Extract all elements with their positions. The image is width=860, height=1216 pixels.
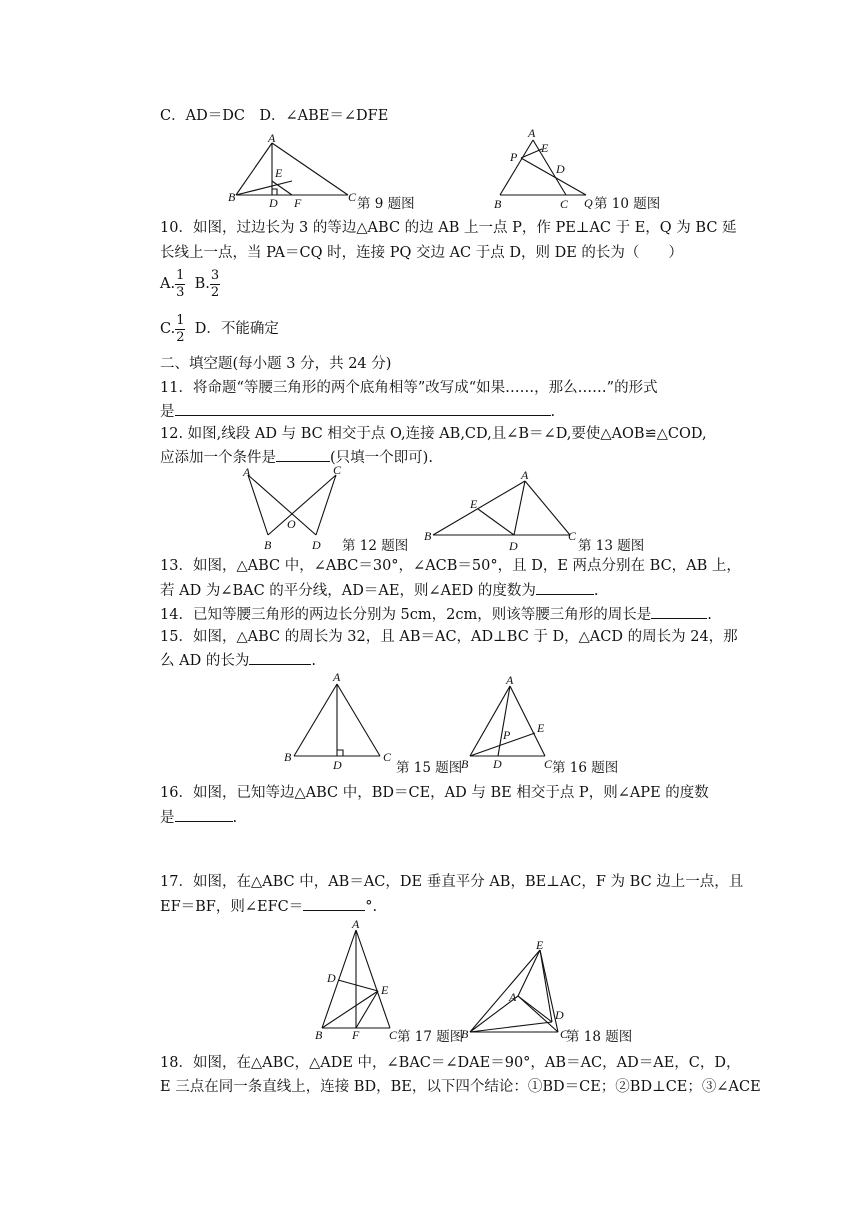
q13-line2 <box>160 580 730 601</box>
q13-line2-prefix: 若 AD 为∠BAC 的平分线，AD＝AE，则∠AED 的度数为 <box>160 583 536 599</box>
q16-answer-blank[interactable] <box>175 807 233 822</box>
q16-line1: 16．如图，已知等边△ABC 中，BD＝CE，AD 与 BE 相交于点 P，则∠APE 的度数 <box>160 785 709 801</box>
q17-line2-suffix: °. <box>365 899 378 915</box>
q17-answer-blank[interactable] <box>303 896 365 911</box>
figure-10 <box>490 128 600 210</box>
fig15-label-b: B <box>284 750 292 764</box>
q15-line2-prefix: 么 AD 的长为 <box>160 653 250 669</box>
caption-fig15: 第 15 题图 <box>396 760 463 776</box>
q13-line1: 13．如图，△ABC 中，∠ABC＝30°，∠ACB＝50°，且 D，E 两点分别在 BC，AB 上， <box>160 558 741 574</box>
q10-option-c-numerator: 1 <box>176 312 185 328</box>
q10-option-b-numerator: 3 <box>210 267 220 283</box>
fig16-label-e: E <box>537 721 545 735</box>
q16-line2-prefix: 是 <box>160 810 175 826</box>
q10-option-c-fraction <box>175 313 185 346</box>
q10-option-a-label: A. <box>160 276 176 292</box>
figure-17 <box>310 918 400 1043</box>
fig10-label-e: E <box>541 141 549 155</box>
fig12-label-o: O <box>287 517 296 531</box>
q12-line2-prefix: 应添加一个条件是 <box>160 450 276 466</box>
caption-fig10: 第 10 题图 <box>594 196 661 212</box>
caption-fig13: 第 13 题图 <box>578 538 645 554</box>
q12-line2-suffix: (只填一个即可). <box>330 450 433 466</box>
q12-line1: 12. 如图,线段 AD 与 BC 相交于点 O,连接 AB,CD,且∠B＝∠D,要使△AOB≌△COD, <box>160 426 707 442</box>
caption-fig16: 第 16 题图 <box>552 760 619 776</box>
q12-answer-blank[interactable] <box>276 447 330 462</box>
fig16-label-b: B <box>461 757 469 771</box>
q10-option-b-label: B. <box>194 276 210 292</box>
q10-line1: 10．如图，过边长为 3 的等边△ABC 的边 AB 上一点 P，作 PE⊥AC 于 E，Q 为 BC 延 <box>160 220 737 236</box>
q15-line2 <box>160 650 730 671</box>
figure-18 <box>460 938 570 1043</box>
fig13-label-d: D <box>509 539 518 553</box>
q10-option-b-denominator: 2 <box>210 284 220 300</box>
figure-16 <box>460 672 553 772</box>
q11-answer-blank[interactable] <box>175 401 551 416</box>
section2-title: 二、填空题(每小题 3 分，共 24 分) <box>160 356 392 372</box>
q11-line2-suffix: . <box>550 404 556 420</box>
q16-line2-suffix: . <box>232 810 238 826</box>
fig9-label-e: E <box>275 166 283 180</box>
q10-line2: 长线上一点，当 PA＝CQ 时，连接 PQ 交边 AC 于点 D，则 DE 的长为（ ） <box>160 245 683 261</box>
fig17-label-d: D <box>327 971 336 985</box>
q10-options-cd <box>160 311 730 347</box>
fig12-label-b: B <box>264 538 272 552</box>
q11-line1: 11．将命题“等腰三角形的两个底角相等”改写成“如果……，那么……”的形式 <box>160 380 658 396</box>
q10-option-d: D．不能确定 <box>194 321 279 337</box>
q15-line1: 15．如图，△ABC 的周长为 32，且 AB＝AC，AD⊥BC 于 D，△ACD 的周长为 24，那 <box>160 629 738 645</box>
q17-line2-prefix: EF＝BF，则∠EFC＝ <box>160 899 304 915</box>
figure-12 <box>238 463 348 553</box>
fig9-label-a: A <box>268 131 276 145</box>
q10-option-b-fraction <box>210 268 220 301</box>
q16-line2 <box>160 807 730 828</box>
fig13-label-b: B <box>424 529 432 543</box>
fig17-label-a: A <box>352 917 360 931</box>
fig13-label-c: C <box>568 529 577 543</box>
fig17-label-f: F <box>352 1028 360 1042</box>
fig16-label-c: C <box>544 757 553 771</box>
fig10-label-q: Q <box>584 196 593 210</box>
caption-fig17: 第 17 题图 <box>397 1029 464 1045</box>
fig10-label-c: C <box>560 197 569 211</box>
fig9-label-c: C <box>348 190 357 204</box>
q17-line2 <box>160 896 730 917</box>
q10-options-ab <box>160 266 730 302</box>
fig13-label-e: E <box>470 497 478 511</box>
fig12-label-d: D <box>312 538 321 552</box>
fig18-label-c: C <box>560 1027 569 1041</box>
fig9-label-f: F <box>294 196 302 210</box>
fig17-label-c: C <box>389 1028 398 1042</box>
figure-9 <box>226 131 357 210</box>
fig9-label-d: D <box>269 196 278 210</box>
q9-options: C．AD＝DC D．∠ABE＝∠DFE <box>160 108 389 124</box>
q14-line-prefix: 14．已知等腰三角形的两边长分别为 5cm，2cm，则该等腰三角形的周长是 <box>160 607 652 623</box>
q17-line1: 17．如图，在△ABC 中，AB＝AC，DE 垂直平分 AB，BE⊥AC，F 为 BC 边上一点，且 <box>160 874 744 890</box>
q11-line2-prefix: 是 <box>160 404 175 420</box>
q14-line-suffix: . <box>707 607 712 623</box>
q10-option-a-denominator: 3 <box>176 284 185 300</box>
fig10-label-p: P <box>510 150 518 164</box>
q14-answer-blank[interactable] <box>651 604 707 619</box>
q10-option-a-fraction <box>175 268 185 301</box>
figure-15 <box>280 668 395 773</box>
fig18-label-d: D <box>555 1008 564 1022</box>
q11-line2 <box>160 401 730 422</box>
q15-answer-blank[interactable] <box>249 650 311 665</box>
fig16-label-p: P <box>503 728 511 742</box>
fig13-label-a: A <box>521 468 529 482</box>
fig12-label-a: A <box>243 465 251 479</box>
caption-fig12: 第 12 题图 <box>342 538 409 554</box>
fig15-label-a: A <box>333 670 341 684</box>
fig17-label-b: B <box>315 1028 323 1042</box>
fig12-label-c: C <box>333 463 342 477</box>
fig15-label-c: C <box>383 750 392 764</box>
fig16-label-d: D <box>493 757 502 771</box>
q18-line1: 18．如图，在△ABC，△ADE 中，∠BAC＝∠DAE＝90°，AB＝AC，AD＝AE，C，D， <box>160 1055 741 1071</box>
fig16-label-a: A <box>506 673 514 687</box>
q13-line2-suffix: . <box>593 583 599 599</box>
fig18-label-a: A <box>509 990 517 1004</box>
fig15-label-d: D <box>333 758 342 772</box>
fig10-label-d: D <box>556 162 565 176</box>
q10-option-c-label: C. <box>160 321 176 337</box>
q14-line <box>160 604 730 625</box>
caption-fig18: 第 18 题图 <box>566 1029 633 1045</box>
q15-line2-suffix: . <box>311 653 316 669</box>
fig18-label-b: B <box>461 1027 469 1041</box>
caption-fig9: 第 9 题图 <box>357 196 415 212</box>
fig10-label-b: B <box>494 197 502 211</box>
q10-option-c-denominator: 2 <box>176 329 185 345</box>
figure-13 <box>420 468 580 553</box>
fig10-label-a: A <box>528 126 536 140</box>
q10-option-a-numerator: 1 <box>176 267 185 283</box>
fig18-label-e: E <box>536 938 544 952</box>
fig17-label-e: E <box>381 983 389 997</box>
fig9-label-b: B <box>228 190 236 204</box>
q18-line2: E 三点在同一条直线上，连接 BD，BE，以下四个结论：①BD＝CE；②BD⊥CE；③∠ACE <box>160 1079 761 1095</box>
q13-answer-blank[interactable] <box>536 580 594 595</box>
